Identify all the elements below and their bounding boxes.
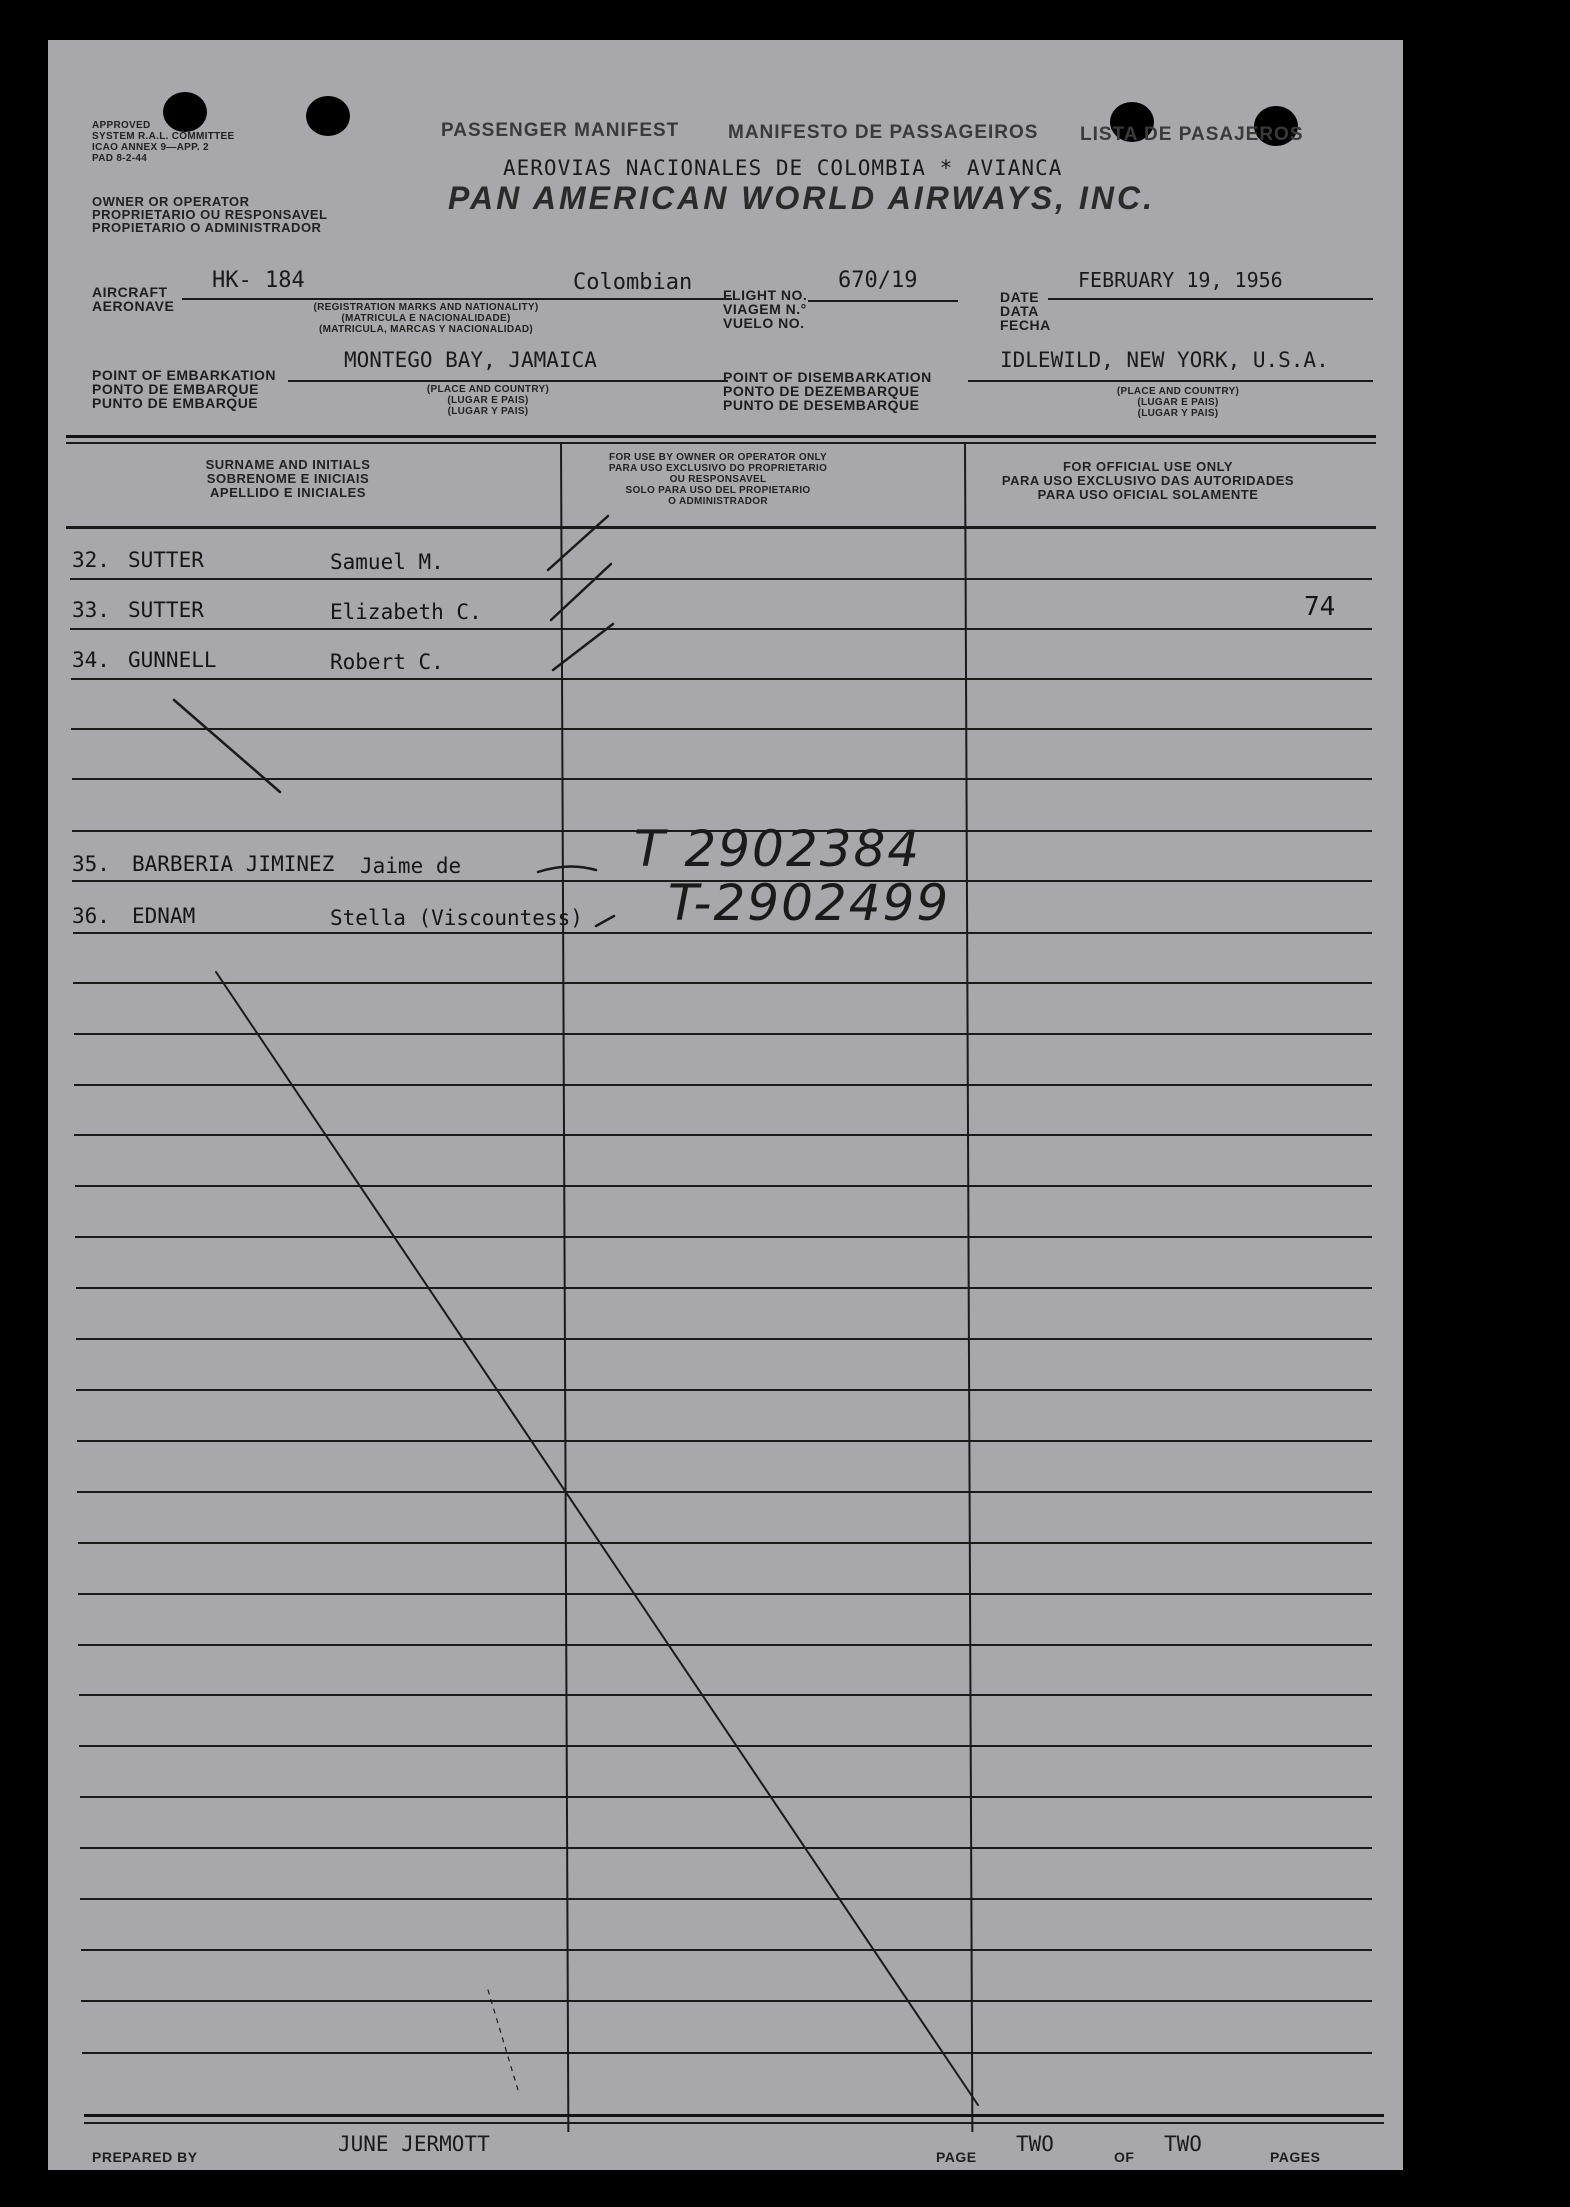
- operator-stamp: PAN AMERICAN WORLD AIRWAYS, INC.: [448, 180, 1155, 216]
- aircraft-sublabel-pt: (MATRICULA E NACIONALIDADE): [341, 313, 511, 324]
- aircraft-registration: HK- 184: [212, 268, 305, 293]
- passenger-surname: BARBERIA JIMINEZ: [132, 852, 335, 876]
- of-value: TWO: [1164, 2132, 1202, 2156]
- date-value: FEBRUARY 19, 1956: [1078, 268, 1283, 292]
- passenger-number: 33.: [72, 598, 110, 622]
- embarkation-label-en: POINT OF EMBARKATION: [92, 367, 276, 383]
- owner-label-es: PROPIETARIO O ADMINISTRADOR: [92, 220, 322, 235]
- disembarkation-sublabel-en: (PLACE AND COUNTRY): [1116, 386, 1240, 397]
- dash-mark: [538, 866, 596, 872]
- cancel-line: [216, 972, 978, 2105]
- passenger-surname: EDNAM: [132, 904, 196, 928]
- date-label-pt: DATA: [1000, 303, 1039, 319]
- embarkation-sublabel-pt: (LUGAR E PAIS): [447, 395, 529, 406]
- column-header-line: PARA USO OFICIAL SOLAMENTE: [1037, 487, 1259, 502]
- owner-label-en: OWNER OR OPERATOR: [92, 194, 250, 209]
- embarkation-label-pt: PONTO DE EMBARQUE: [92, 381, 259, 397]
- check-mark: [553, 624, 613, 670]
- table-bottom-rule: [84, 2114, 1384, 2117]
- passenger-official: 74: [1304, 592, 1336, 622]
- passenger-given: Jaime de: [360, 854, 462, 878]
- embarkation-value: MONTEGO BAY, JAMAICA: [344, 348, 597, 372]
- aircraft-label-en: AIRCRAFT: [92, 284, 168, 300]
- flight-label-pt: VIAGEM N.°: [723, 301, 807, 317]
- passenger-surname: GUNNELL: [128, 648, 217, 672]
- embarkation-label-es: PUNTO DE EMBARQUE: [92, 395, 259, 411]
- column-header-line: APELLIDO E INICIALES: [210, 485, 366, 500]
- approval-line: PAD 8-2-44: [92, 153, 148, 164]
- check-mark: [548, 516, 608, 570]
- disembarkation-label-es: PUNTO DE DESEMBARQUE: [723, 397, 920, 413]
- passenger-number: 35.: [72, 852, 110, 876]
- approval-line: APPROVED: [92, 120, 151, 131]
- dash-mark: [596, 916, 614, 926]
- passenger-surname: SUTTER: [128, 598, 204, 622]
- title-pt: MANIFESTO DE PASSAGEIROS: [728, 122, 1039, 143]
- flight-label-es: VUELO NO.: [723, 315, 805, 331]
- table-bottom-rule-thin: [84, 2122, 1384, 2124]
- column-header-line: O ADMINISTRADOR: [668, 496, 768, 507]
- pages-label: PAGES: [1270, 2149, 1321, 2165]
- approval-line: ICAO ANNEX 9—APP. 2: [92, 142, 209, 153]
- column-header-line: SOBRENOME E INICIAIS: [206, 471, 370, 486]
- disembarkation-sublabel-es: (LUGAR Y PAIS): [1137, 408, 1219, 419]
- stray-mark: [488, 1990, 518, 2090]
- page-value: TWO: [1016, 2132, 1054, 2156]
- disembarkation-sublabel-pt: (LUGAR E PAIS): [1137, 397, 1219, 408]
- aircraft-sublabel-es: (MATRICULA, MARCAS Y NACIONALIDAD): [318, 324, 534, 335]
- passenger-owner-mark: T 2902384: [634, 820, 922, 878]
- passenger-given: Robert C.: [330, 650, 444, 674]
- column-header-line: SOLO PARA USO DEL PROPIETARIO: [625, 485, 811, 496]
- handwritten-marks: [48, 40, 1403, 2170]
- passenger-number: 34.: [72, 648, 110, 672]
- date-label-en: DATE: [1000, 289, 1040, 305]
- check-mark: [551, 564, 611, 620]
- disembarkation-label-en: POINT OF DISEMBARKATION: [723, 369, 932, 385]
- manifest-sheet: [48, 40, 1403, 2170]
- disembarkation-label-pt: PONTO DE DEZEMBARQUE: [723, 383, 920, 399]
- date-label-es: FECHA: [1000, 317, 1051, 333]
- passenger-given: Stella (Viscountess): [330, 906, 583, 930]
- column-header-line: FOR OFFICIAL USE ONLY: [1062, 459, 1234, 474]
- passenger-number: 32.: [72, 548, 110, 572]
- operator-typed: AEROVIAS NACIONALES DE COLOMBIA * AVIANCA: [503, 156, 1063, 180]
- page-label: PAGE: [936, 2149, 977, 2165]
- empty-rows-slash: [174, 700, 280, 792]
- passenger-given: Elizabeth C.: [330, 600, 482, 624]
- aircraft-nationality: Colombian: [573, 270, 693, 295]
- flight-number: 670/19: [838, 268, 918, 293]
- flight-label-en: FLIGHT NO.: [723, 287, 808, 303]
- embarkation-sublabel-es: (LUGAR Y PAIS): [447, 406, 529, 417]
- disembarkation-value: IDLEWILD, NEW YORK, U.S.A.: [1000, 348, 1329, 372]
- column-header-line: SURNAME AND INITIALS: [205, 457, 371, 472]
- column-header-line: OU RESPONSAVEL: [669, 474, 767, 485]
- of-label: OF: [1114, 2149, 1135, 2165]
- prepared-by-label: PREPARED BY: [92, 2149, 198, 2165]
- passenger-number: 36.: [72, 904, 110, 928]
- aircraft-sublabel-en: (REGISTRATION MARKS AND NATIONALITY): [313, 302, 539, 313]
- prepared-by-value: JUNE JERMOTT: [338, 2132, 490, 2156]
- embarkation-sublabel-en: (PLACE AND COUNTRY): [426, 384, 550, 395]
- passenger-owner-mark: T-2902499: [668, 874, 951, 932]
- aircraft-label-pt: AERONAVE: [92, 298, 175, 314]
- column-header-line: FOR USE BY OWNER OR OPERATOR ONLY: [609, 452, 827, 463]
- column-header-line: PARA USO EXCLUSIVO DO PROPRIETARIO: [608, 463, 828, 474]
- owner-label-pt: PROPRIETARIO OU RESPONSAVEL: [92, 207, 328, 222]
- passenger-surname: SUTTER: [128, 548, 204, 572]
- passenger-given: Samuel M.: [330, 550, 444, 574]
- title-en: PASSENGER MANIFEST: [441, 120, 680, 141]
- title-es: LISTA DE PASAJEROS: [1080, 124, 1304, 145]
- column-header-line: PARA USO EXCLUSIVO DAS AUTORIDADES: [1001, 473, 1295, 488]
- approval-line: SYSTEM R.A.L. COMMITTEE: [92, 131, 235, 142]
